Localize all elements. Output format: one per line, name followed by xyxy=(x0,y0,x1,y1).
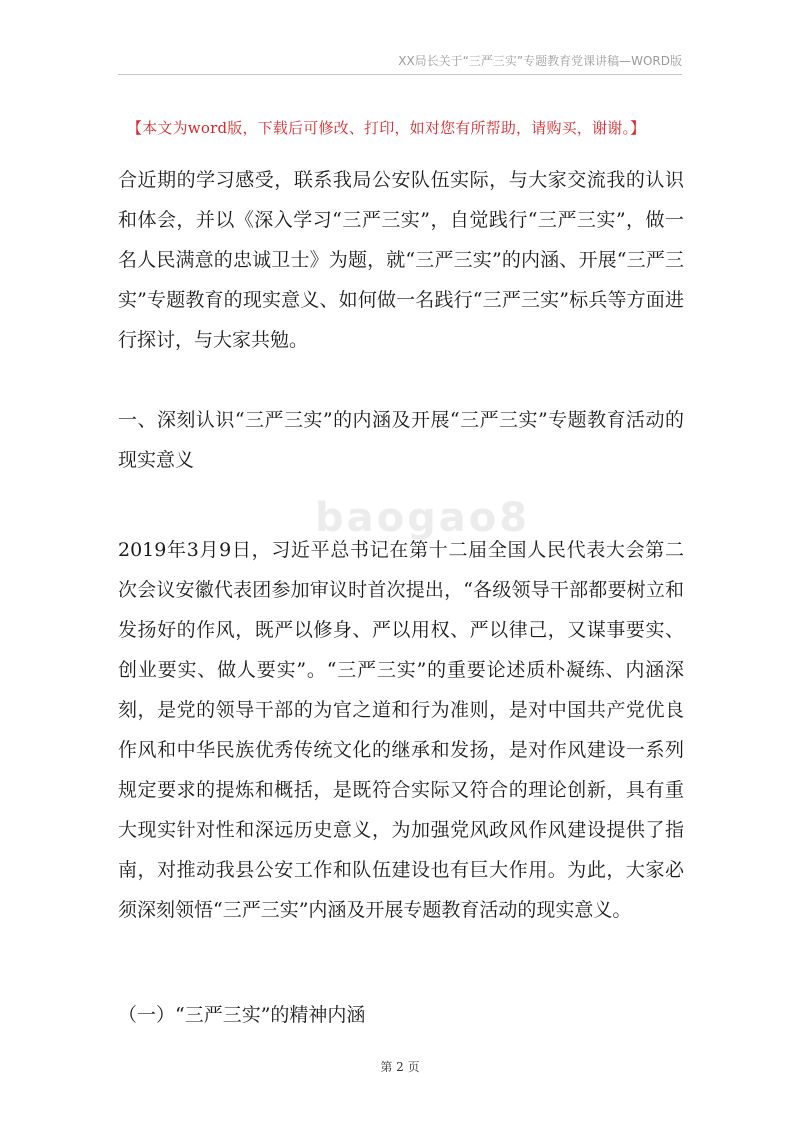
watermark-text: baogao8 xyxy=(315,495,531,541)
page-number: 第 2 页 xyxy=(380,1060,420,1074)
paragraph-intro: 合近期的学习感受，联系我局公安队伍实际，与大家交流我的认识和体会，并以《深入学习“三严三实”，自觉践行“三严三实”，做一名人民满意的忠诚卫士》为题，就“三严三实”的内涵、开展“三严三实”专题教育的现实意义、如何做一名践行“三严三实”标兵等方面进行探讨，与大家共勉。 xyxy=(118,169,684,351)
header-divider xyxy=(118,74,682,75)
page-header-title: XX局长关于“三严三实”专题教育党课讲稿—WORD版 xyxy=(398,54,682,68)
download-notice: 【本文为word版，下载后可修改、打印，如对您有所帮助，请购买，谢谢。】 xyxy=(127,119,646,137)
subsection-heading-1: （一）“三严三实”的精神内涵 xyxy=(118,1004,366,1026)
section-heading-1: 一、深刻认识“三严三实”的内涵及开展“三严三实”专题教育活动的现实意义 xyxy=(118,409,684,471)
paragraph-background: 2019年3月9日，习近平总书记在第十二届全国人民代表大会第二次会议安徽代表团参加审议时首次提出，“各级领导干部都要树立和发扬好的作风，既严以修身、严以用权、严以律己，又谋事要实、创业要实、做人要实”。“三严三实”的重要论述质朴凝练、内涵深刻，是党的领导干部的为官之道和行为准则，是对中国共产党优良作风和中华民族优秀传统文化的继承和发扬，是对作风建设一系列规定要求的提炼和概括，是既符合实际又符合的理论创新，具有重大现实针对性和深远历史意义，为加强党风政风作风建设提供了指南，对推动我县公安工作和队伍建设也有巨大作用。为此，大家必须深刻领悟“三严三实”内涵及开展专题教育活动的现实意义。 xyxy=(118,539,684,921)
